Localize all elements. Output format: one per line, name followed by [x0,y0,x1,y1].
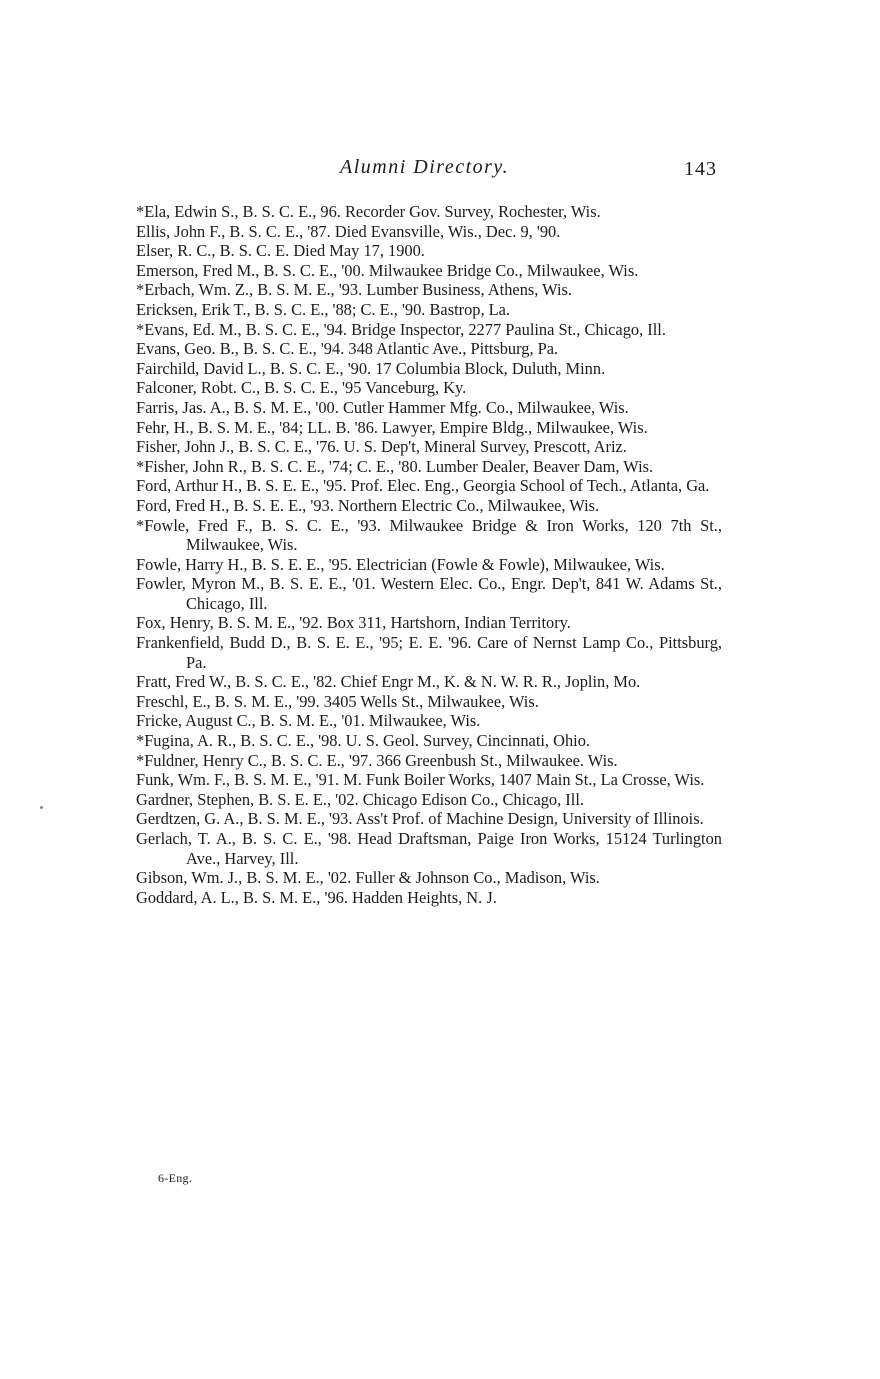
directory-entry: Fehr, H., B. S. M. E., '84; LL. B. '86. Lawyer, Empire Bldg., Milwaukee, Wis. [136,417,648,437]
directory-entry: Ford, Arthur H., B. S. E. E., '95. Prof. Elec. Eng., Georgia School of Tech., Atlanta, Ga. [136,476,710,496]
directory-entry: Funk, Wm. F., B. S. M. E., '91. M. Funk Boiler Works, 1407 Main St., La Crosse, Wis. [136,770,705,790]
paper-speck [40,806,43,809]
directory-entry: Fricke, August C., B. S. M. E., '01. Milwaukee, Wis. [136,711,481,731]
directory-entry: *Fuldner, Henry C., B. S. C. E., '97. 366 Greenbush St., Milwaukee. Wis. [136,750,618,770]
directory-entry: *Fowle, Fred F., B. S. C. E., '93. Milwaukee Bridge & Iron Works, 120 7th St., Milwaukee, Wis. [136,515,722,555]
directory-entry: *Fisher, John R., B. S. C. E., '74; C. E., '80. Lumber Dealer, Beaver Dam, Wis. [136,456,654,476]
directory-entry: Fairchild, David L., B. S. C. E., '90. 17 Columbia Block, Duluth, Minn. [136,358,606,378]
directory-entry: Fox, Henry, B. S. M. E., '92. Box 311, Hartshorn, Indian Territory. [136,613,571,633]
directory-entry: *Evans, Ed. M., B. S. C. E., '94. Bridge Inspector, 2277 Paulina St., Chicago, Ill. [136,319,666,339]
directory-entry: Elser, R. C., B. S. C. E. Died May 17, 1900. [136,241,425,261]
directory-entry: Gerdtzen, G. A., B. S. M. E., '93. Ass't Prof. of Machine Design, University of Illinois. [136,809,704,829]
directory-entry: *Ela, Edwin S., B. S. C. E., 96. Recorder Gov. Survey, Rochester, Wis. [136,202,601,221]
directory-entries [136,202,722,907]
directory-entry: Fowler, Myron M., B. S. E. E., '01. Western Elec. Co., Engr. Dep't, 841 W. Adams St., Chicago, Ill. [136,574,722,613]
directory-entry: *Erbach, Wm. Z., B. S. M. E., '93. Lumber Business, Athens, Wis. [136,280,573,300]
directory-entry: Gerlach, T. A., B. S. C. E., '98. Head Draftsman, Paige Iron Works, 15124 Turlington Ave., Harvey, Ill. [136,829,722,868]
directory-entry: *Fugina, A. R., B. S. C. E., '98. U. S. Geol. Survey, Cincinnati, Ohio. [136,731,591,751]
directory-entry: Fratt, Fred W., B. S. C. E., '82. Chief Engr M., K. & N. W. R. R., Joplin, Mo. [136,672,641,692]
running-title: Alumni Directory. [340,156,510,178]
directory-entry: Gardner, Stephen, B. S. E. E., '02. Chicago Edison Co., Chicago, Ill. [136,789,584,809]
directory-entry: Gibson, Wm. J., B. S. M. E., '02. Fuller & Johnson Co., Madison, Wis. [136,868,600,888]
directory-entry: Frankenfield, Budd D., B. S. E. E., '95; E. E. '96. Care of Nernst Lamp Co., Pittsburg, Pa. [136,633,722,672]
directory-entry: Evans, Geo. B., B. S. C. E., '94. 348 Atlantic Ave., Pittsburg, Pa. [136,339,559,359]
directory-entry: Farris, Jas. A., B. S. M. E., '00. Cutler Hammer Mfg. Co., Milwaukee, Wis. [136,397,629,417]
page-header [0,156,880,186]
directory-entry: Emerson, Fred M., B. S. C. E., '00. Milwaukee Bridge Co., Milwaukee, Wis. [136,260,639,280]
directory-entry: Freschl, E., B. S. M. E., '99. 3405 Wells St., Milwaukee, Wis. [136,691,539,711]
directory-entry: Ericksen, Erik T., B. S. C. E., '88; C. E., '90. Bastrop, La. [136,299,511,319]
directory-entry: Ford, Fred H., B. S. E. E., '93. Northern Electric Co., Milwaukee, Wis. [136,495,600,515]
page-number: 143 [684,158,717,180]
directory-entry: Goddard, A. L., B. S. M. E., '96. Hadden Heights, N. J. [136,887,497,907]
directory-entry: Falconer, Robt. C., B. S. C. E., '95 Vanceburg, Ky. [136,378,467,398]
directory-entry: Fowle, Harry H., B. S. E. E., '95. Electrician (Fowle & Fowle), Milwaukee, Wis. [136,554,665,574]
signature-mark: 6-Eng. [158,1171,193,1185]
directory-entry: Fisher, John J., B. S. C. E., '76. U. S. Dep't, Mineral Survey, Prescott, Ariz. [136,437,627,457]
directory-entry: Ellis, John F., B. S. C. E., '87. Died Evansville, Wis., Dec. 9, '90. [136,221,561,241]
